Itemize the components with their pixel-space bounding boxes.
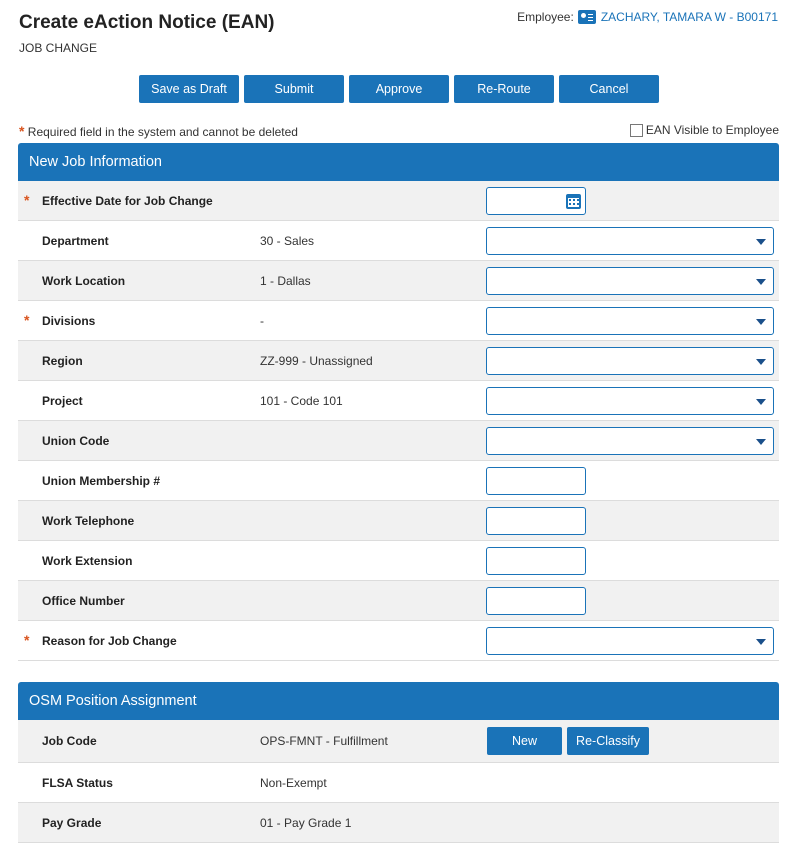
- field-value: 01 - Pay Grade 1: [260, 815, 352, 830]
- approve-button[interactable]: Approve: [349, 75, 449, 103]
- new-job-section: [18, 143, 779, 661]
- chevron-down-icon: [756, 359, 766, 365]
- field-label: Office Number: [42, 593, 125, 608]
- field-value: Non-Exempt: [260, 775, 327, 790]
- chevron-down-icon: [756, 279, 766, 285]
- cancel-button[interactable]: Cancel: [559, 75, 659, 103]
- row-work-location: [18, 261, 779, 301]
- ean-visible-checkbox[interactable]: [630, 124, 643, 137]
- work-location-select[interactable]: [486, 267, 774, 295]
- required-marker: *: [24, 312, 30, 328]
- required-marker: *: [24, 632, 30, 648]
- save-as-draft-button[interactable]: Save as Draft: [139, 75, 239, 103]
- new-button[interactable]: New: [487, 727, 562, 755]
- new-job-header: New Job Information: [18, 143, 779, 181]
- field-label: Work Location: [42, 273, 126, 288]
- project-select[interactable]: [486, 387, 774, 415]
- row-project: [18, 381, 779, 421]
- page-subtitle: JOB CHANGE: [19, 41, 98, 55]
- reroute-button[interactable]: Re-Route: [454, 75, 554, 103]
- field-label: FLSA Status: [42, 775, 113, 790]
- row-union-membership: [18, 461, 779, 501]
- required-marker: *: [24, 192, 30, 208]
- union-membership-input[interactable]: [486, 467, 586, 495]
- ean-visible-toggle[interactable]: [630, 123, 779, 137]
- row-work-telephone: [18, 501, 779, 541]
- row-divisions: [18, 301, 779, 341]
- row-reason: [18, 621, 779, 661]
- employee-info: [517, 10, 778, 24]
- field-value: 1 - Dallas: [260, 273, 311, 288]
- row-flsa: [18, 763, 779, 803]
- department-select[interactable]: [486, 227, 774, 255]
- field-label: Work Telephone: [42, 513, 135, 528]
- field-label: Union Membership #: [42, 473, 161, 488]
- chevron-down-icon: [756, 319, 766, 325]
- chevron-down-icon: [756, 399, 766, 405]
- row-pay-grade: [18, 803, 779, 843]
- required-note: [19, 123, 298, 139]
- chevron-down-icon: [756, 639, 766, 645]
- field-value: OPS-FMNT - Fulfillment: [260, 734, 388, 748]
- reason-select[interactable]: [486, 627, 774, 655]
- divisions-select[interactable]: [486, 307, 774, 335]
- row-union-code: [18, 421, 779, 461]
- field-label: Department: [42, 233, 109, 248]
- row-work-extension: [18, 541, 779, 581]
- field-value: 30 - Sales: [260, 233, 315, 248]
- required-star: *: [19, 123, 25, 139]
- union-code-select[interactable]: [486, 427, 774, 455]
- office-number-input[interactable]: [486, 587, 586, 615]
- submit-button[interactable]: Submit: [244, 75, 344, 103]
- field-value: 101 - Code 101: [260, 393, 343, 408]
- field-label: Region: [42, 353, 83, 368]
- employee-link[interactable]: ZACHARY, TAMARA W - B00171: [600, 10, 778, 24]
- row-department: [18, 221, 779, 261]
- required-note-text: Required field in the system and cannot be deleted: [27, 125, 298, 139]
- field-label: Job Code: [42, 734, 97, 748]
- field-label: Union Code: [42, 433, 110, 448]
- calendar-icon[interactable]: [566, 194, 581, 209]
- osm-header: OSM Position Assignment: [18, 682, 779, 720]
- effective-date-input[interactable]: [486, 187, 586, 215]
- chevron-down-icon: [756, 239, 766, 245]
- field-label: Reason for Job Change: [42, 633, 177, 648]
- work-extension-input[interactable]: [486, 547, 586, 575]
- field-label: Pay Grade: [42, 815, 102, 830]
- field-label: Project: [42, 393, 83, 408]
- chevron-down-icon: [756, 439, 766, 445]
- ean-visible-label: EAN Visible to Employee: [645, 123, 779, 137]
- osm-section: [18, 682, 779, 843]
- field-label: Effective Date for Job Change: [42, 193, 213, 208]
- action-toolbar: [139, 75, 664, 103]
- work-telephone-input[interactable]: [486, 507, 586, 535]
- field-label: Work Extension: [42, 553, 133, 568]
- page-title: Create eAction Notice (EAN): [19, 12, 275, 33]
- employee-label: Employee:: [517, 10, 574, 24]
- row-effective-date: [18, 181, 779, 221]
- id-card-icon: [578, 10, 596, 24]
- field-value: ZZ-999 - Unassigned: [260, 353, 373, 368]
- row-region: [18, 341, 779, 381]
- row-office-number: [18, 581, 779, 621]
- field-value: -: [260, 313, 264, 328]
- reclassify-button[interactable]: Re-Classify: [567, 727, 649, 755]
- region-select[interactable]: [486, 347, 774, 375]
- field-label: Divisions: [42, 313, 96, 328]
- row-job-code: [18, 720, 779, 763]
